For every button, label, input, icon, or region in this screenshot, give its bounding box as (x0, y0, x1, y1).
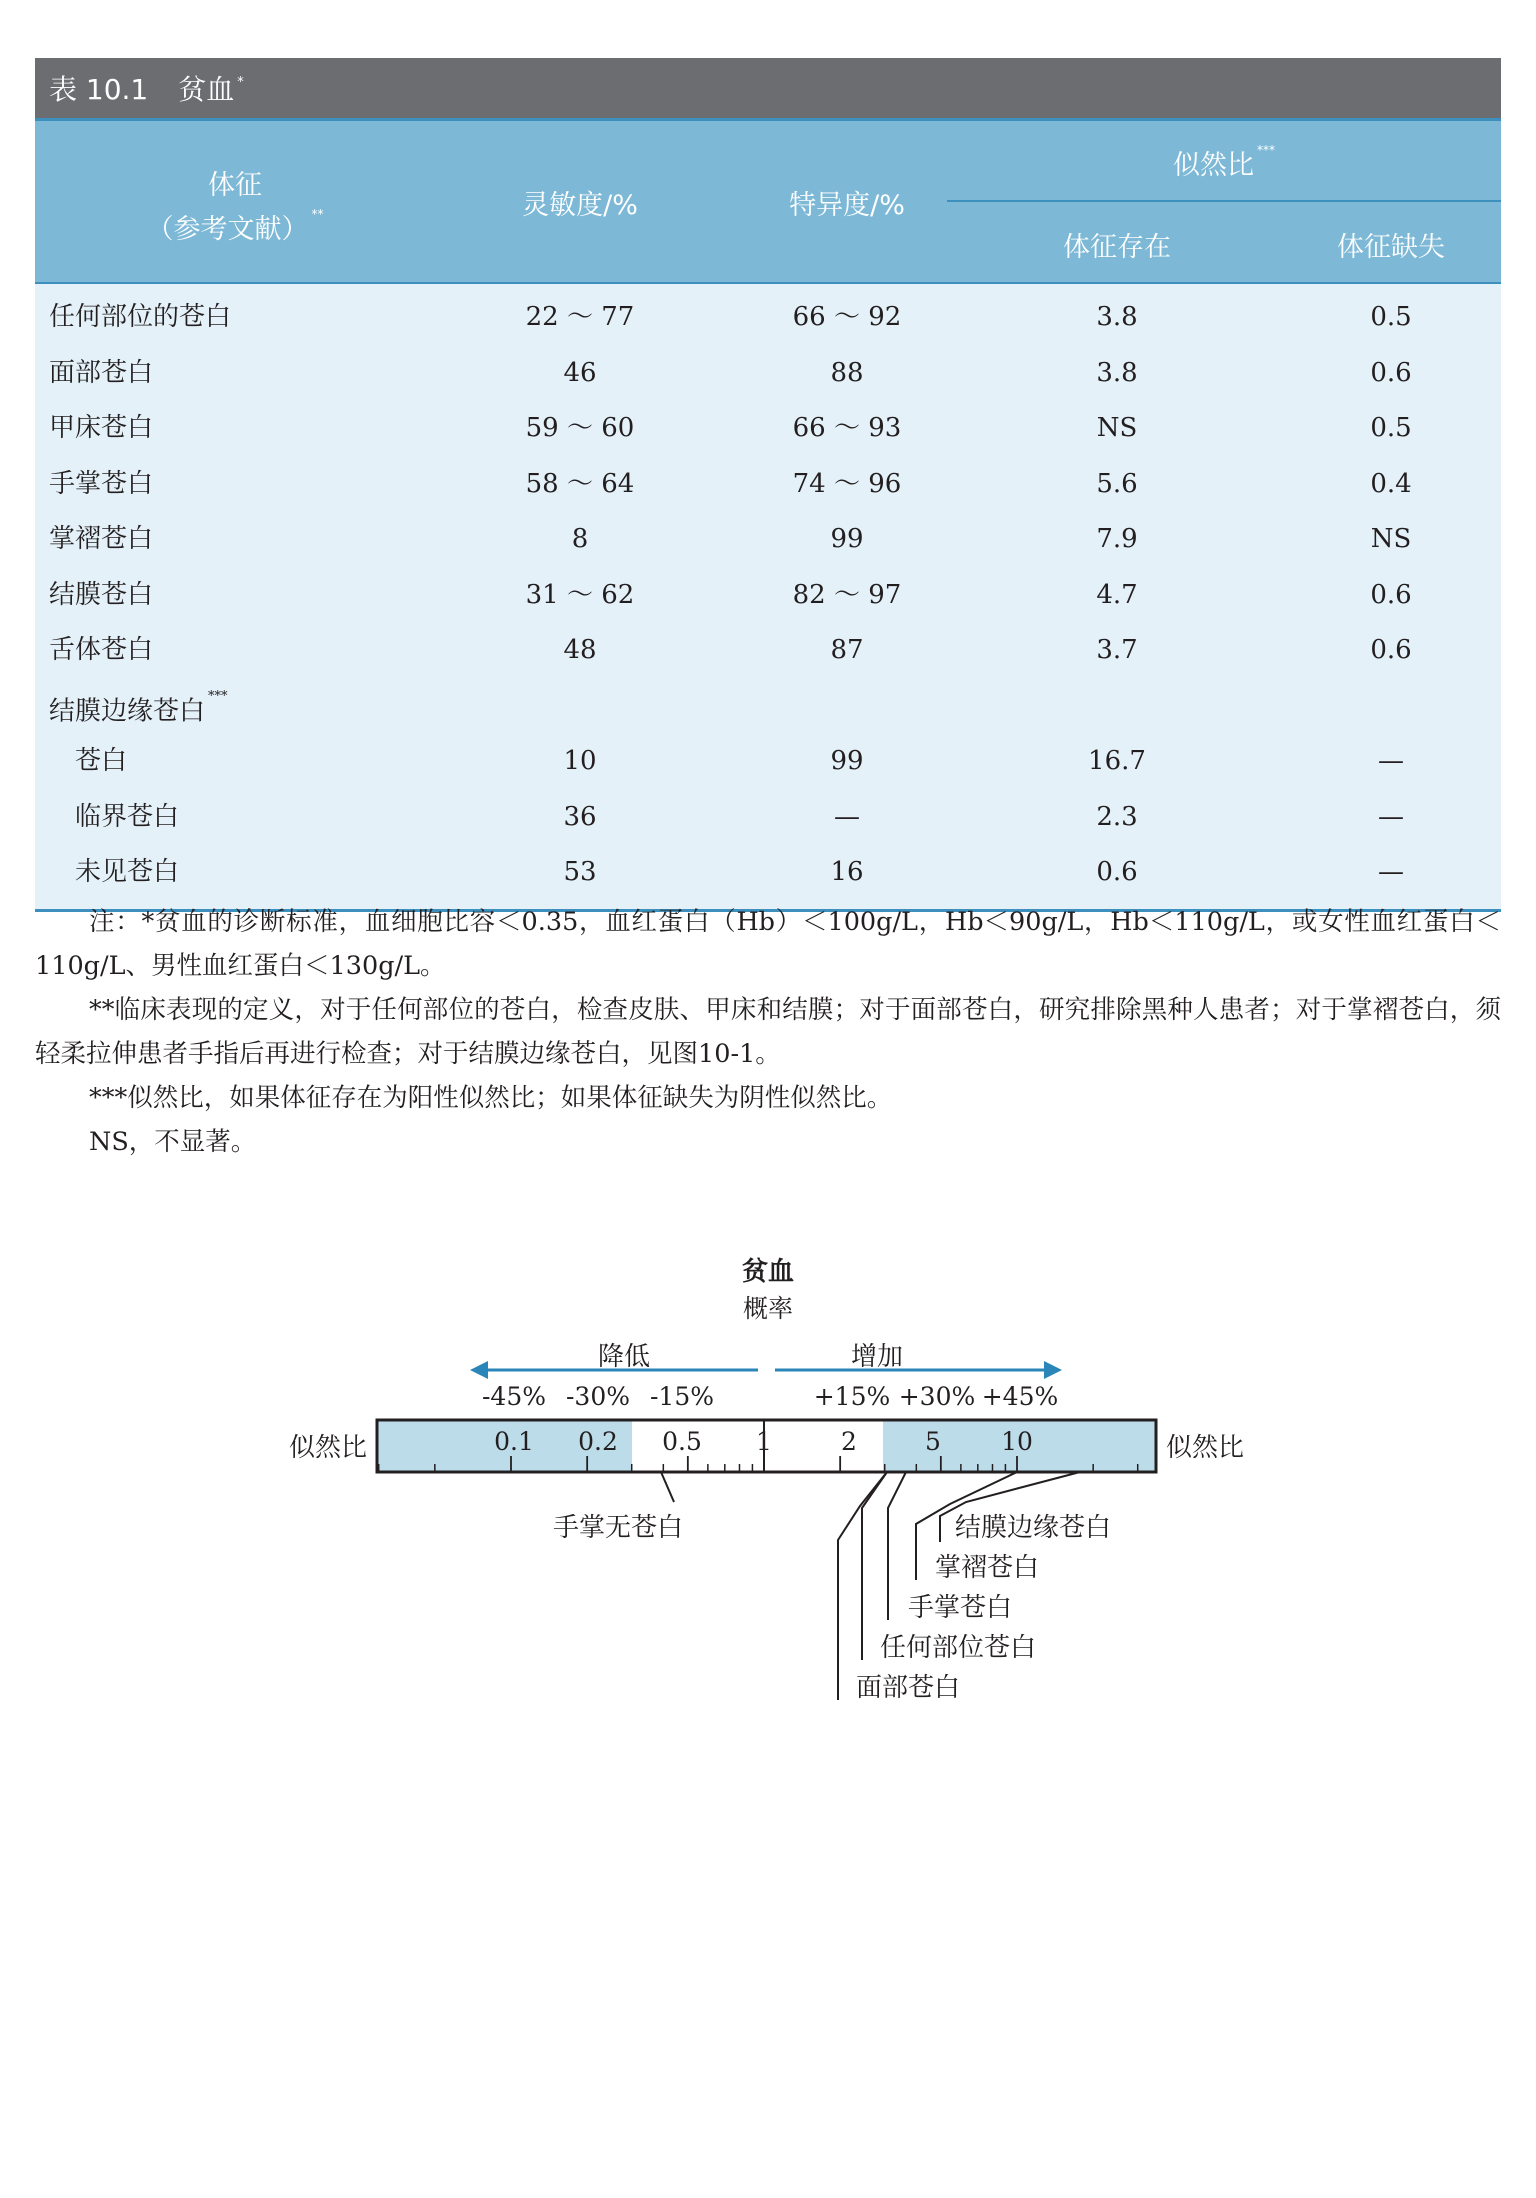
tick-label-0-5: 0.5 (662, 1427, 702, 1456)
cell-lr-absent: 0.6 (1370, 635, 1412, 665)
cell-lr-absent: — (1378, 801, 1404, 832)
nomogram-subtitle: 概率 (742, 1294, 794, 1323)
cell-sign-label: 未见苍白 (75, 857, 180, 887)
cell-sensitivity: 8 (571, 524, 589, 554)
cell-sign-label: 结膜苍白 (49, 579, 154, 610)
cell-sign (49, 457, 153, 513)
table-row (35, 401, 1501, 457)
cell-sensitivity: 31 ～ 62 (525, 579, 635, 610)
header-sensitivity: 灵敏度/% (522, 190, 638, 221)
header-likelihood-ratio (947, 143, 1501, 182)
cell-lr-present: 7.9 (1096, 524, 1138, 554)
cell-sensitivity: 58 ～ 64 (525, 468, 635, 499)
increase-label: 增加 (850, 1342, 904, 1372)
cell-specificity: 66 ～ 93 (792, 413, 902, 443)
cell-lr-absent: — (1378, 746, 1404, 776)
table-title-bar (35, 58, 1501, 118)
cell-sign-label: 甲床苍白 (49, 413, 154, 443)
cell-sensitivity: 53 (563, 857, 597, 887)
header-sign-ref-mark: ** (311, 207, 324, 221)
callout-face: 面部苍白 (856, 1673, 961, 1703)
table-row (35, 734, 1501, 790)
tick-label-1: 1 (756, 1427, 772, 1456)
header-lr-rule (947, 200, 1501, 202)
callout-lines (661, 1472, 1080, 1700)
percent-minus-30: -30% (565, 1382, 631, 1411)
cell-sign (49, 623, 153, 679)
cell-sign (49, 512, 153, 568)
callout-palm: 手掌苍白 (908, 1593, 1013, 1623)
table-row (35, 679, 1501, 735)
table-row (35, 457, 1501, 513)
cell-lr-absent (1246, 679, 1536, 735)
cell-lr-present: 4.7 (1096, 579, 1138, 610)
cell-specificity: 16 (830, 857, 864, 887)
header-lr-absent: 体征缺失 (1337, 232, 1445, 263)
callout-palm-no-pallor: 手掌无苍白 (552, 1513, 684, 1543)
table-row (35, 568, 1501, 624)
table-row (35, 346, 1501, 402)
callout-labels (553, 1513, 1111, 1703)
callout-line-palm-no-pallor (661, 1472, 674, 1502)
header-sign-label: 体征 (208, 170, 262, 201)
cell-specificity: — (834, 801, 860, 832)
axis-label-left: 似然比 (288, 1433, 367, 1463)
percent-labels (482, 1382, 1058, 1411)
cell-sign-label: 手掌苍白 (49, 468, 154, 499)
table-row (35, 790, 1501, 846)
table-row (35, 623, 1501, 679)
cell-sign (49, 401, 153, 457)
header-specificity: 特异度/% (789, 190, 905, 221)
cell-specificity: 99 (830, 746, 864, 776)
table-notes (35, 900, 1501, 1164)
cell-lr-absent: 0.6 (1370, 357, 1412, 388)
header-lr-mark: *** (1257, 143, 1275, 157)
header-sign-ref (35, 207, 435, 246)
cell-lr-present: 16.7 (1088, 746, 1146, 776)
table-row (35, 290, 1501, 346)
callout-any-site: 任何部位苍白 (880, 1633, 1037, 1663)
tick-label-0-2: 0.2 (578, 1427, 618, 1456)
decrease-label: 降低 (597, 1342, 651, 1372)
cell-specificity: 87 (830, 635, 864, 665)
cell-lr-present: 3.8 (1096, 302, 1138, 332)
header-sign (35, 163, 435, 202)
cell-specificity: 99 (830, 524, 864, 554)
header-sign-ref-label: （参考文献） (146, 214, 309, 245)
cell-lr-present: NS (1096, 413, 1138, 443)
nomogram-title: 贫血 (741, 1257, 795, 1287)
cell-specificity: 66 ～ 92 (792, 302, 902, 332)
table-header (35, 118, 1501, 284)
anemia-table (35, 58, 1501, 912)
cell-specificity (702, 679, 992, 735)
tick-label-0-1: 0.1 (494, 1427, 534, 1456)
cell-lr-absent: NS (1370, 524, 1412, 554)
note-ns: NS，不显著。 (89, 1127, 257, 1157)
cell-sensitivity: 46 (563, 357, 597, 388)
cell-sign (49, 679, 228, 735)
cell-sign-label: 掌褶苍白 (49, 524, 154, 554)
callout-line-palm (888, 1472, 906, 1620)
cell-sign-label: 面部苍白 (49, 357, 154, 388)
cell-lr-absent: 0.4 (1370, 468, 1412, 499)
cell-sign (49, 346, 153, 402)
cell-sign-footnote-mark: *** (208, 688, 228, 704)
note-likelihood-ratio: ***似然比，如果体征存在为阳性似然比；如果体征缺失为阴性似然比。 (89, 1083, 893, 1113)
header-lr-present: 体征存在 (1063, 232, 1171, 263)
callout-palmar-crease: 掌褶苍白 (935, 1553, 1040, 1583)
cell-lr-absent: 0.5 (1370, 413, 1412, 443)
cell-sign-label: 舌体苍白 (49, 635, 154, 665)
cell-lr-present: 0.6 (1096, 857, 1138, 887)
tick-label-10: 10 (1001, 1427, 1033, 1456)
table-number: 表 10.1 (49, 73, 149, 106)
table-body (35, 284, 1501, 912)
cell-lr-present: 2.3 (1096, 801, 1138, 832)
percent-minus-15: -15% (649, 1382, 715, 1411)
cell-lr-absent: 0.6 (1370, 579, 1412, 610)
percent-plus-30: +30% (898, 1382, 976, 1411)
table-title-footnote-mark: * (237, 74, 244, 90)
note-sign-definitions: **临床表现的定义，对于任何部位的苍白，检查皮肤、甲床和结膜；对于面部苍白，研究排除黑种人患者；对于掌褶苍白，须轻柔拉伸患者手指后再进行检查；对于结膜边缘苍白，见图10-1。 (35, 995, 1501, 1069)
likelihood-ratio-nomogram (0, 1240, 1536, 1760)
callout-conjunctival-rim: 结膜边缘苍白 (955, 1513, 1112, 1543)
table-row (35, 845, 1501, 901)
cell-lr-present: 5.6 (1096, 468, 1138, 499)
cell-specificity: 82 ～ 97 (792, 579, 902, 610)
note-anemia-criteria: 注：*贫血的诊断标准，血细胞比容＜0.35，血红蛋白（Hb）＜100g/L，Hb＜90g/L，Hb＜110g/L，或女性血红蛋白＜110g/L、男性血红蛋白＜130g/L。 (35, 907, 1501, 981)
cell-lr-present (972, 679, 1262, 735)
percent-plus-45: +45% (981, 1382, 1059, 1411)
increase-arrow (775, 1361, 1062, 1379)
percent-minus-45: -45% (481, 1382, 547, 1411)
cell-specificity: 88 (830, 357, 864, 388)
cell-lr-present: 3.7 (1096, 635, 1138, 665)
header-lr-label: 似然比 (1173, 150, 1254, 181)
cell-sign (49, 568, 153, 624)
cell-sign (49, 290, 231, 346)
tick-label-2: 2 (841, 1427, 857, 1456)
cell-lr-present: 3.8 (1096, 357, 1138, 388)
cell-sign (75, 845, 179, 901)
table-title: 贫血 (178, 73, 235, 106)
cell-lr-absent: 0.5 (1370, 302, 1412, 332)
cell-sensitivity: 10 (563, 746, 597, 776)
cell-sign (75, 790, 179, 846)
cell-sensitivity: 22 ～ 77 (525, 302, 635, 332)
cell-sensitivity: 59 ～ 60 (525, 413, 635, 443)
cell-sign-label: 结膜边缘苍白 (49, 696, 206, 727)
cell-sign-label: 苍白 (75, 746, 128, 776)
cell-sensitivity: 48 (563, 635, 597, 665)
cell-specificity: 74 ～ 96 (792, 468, 902, 499)
table-row (35, 512, 1501, 568)
cell-lr-absent: — (1378, 857, 1404, 887)
axis-label-right: 似然比 (1166, 1433, 1245, 1463)
percent-plus-15: +15% (813, 1382, 891, 1411)
cell-sign-label: 任何部位的苍白 (49, 302, 232, 332)
cell-sensitivity: 36 (563, 801, 597, 832)
cell-sign (75, 734, 127, 790)
cell-sensitivity (435, 679, 725, 735)
cell-sign-label: 临界苍白 (75, 801, 180, 832)
tick-label-5: 5 (925, 1427, 941, 1456)
